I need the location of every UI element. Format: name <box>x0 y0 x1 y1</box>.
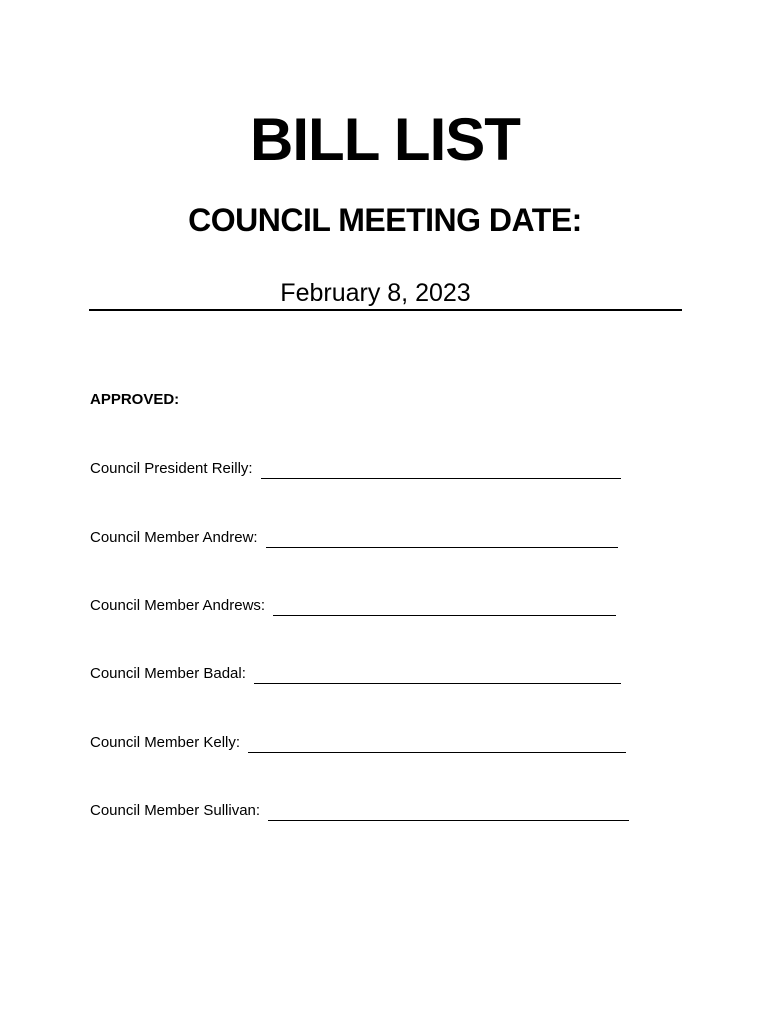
signature-line-kelly <box>90 731 626 753</box>
meeting-date-field <box>89 277 682 311</box>
meeting-date-value: February 8, 2023 <box>280 279 471 307</box>
signature-blank <box>254 665 621 684</box>
signature-line-reilly <box>90 457 621 479</box>
signature-blank <box>266 529 618 548</box>
signature-blank <box>248 734 626 753</box>
document-subtitle: COUNCIL MEETING DATE: <box>188 202 582 238</box>
signature-line-andrew <box>90 526 618 548</box>
signature-label: Council Member Sullivan: <box>90 802 261 819</box>
document-title: BILL LIST <box>250 106 520 173</box>
signature-blank <box>273 597 616 616</box>
signature-label: Council Member Andrews: <box>90 597 266 614</box>
signature-label: Council Member Kelly: <box>90 734 241 751</box>
signature-line-andrews <box>90 594 616 616</box>
signature-blank <box>268 802 629 821</box>
signature-label: Council President Reilly: <box>90 460 253 477</box>
signature-label: Council Member Badal: <box>90 665 246 682</box>
signature-label: Council Member Andrew: <box>90 529 258 546</box>
approved-label: APPROVED: <box>90 391 180 408</box>
signature-line-badal <box>90 662 621 684</box>
signature-blank <box>261 460 621 479</box>
signature-line-sullivan <box>90 799 629 821</box>
